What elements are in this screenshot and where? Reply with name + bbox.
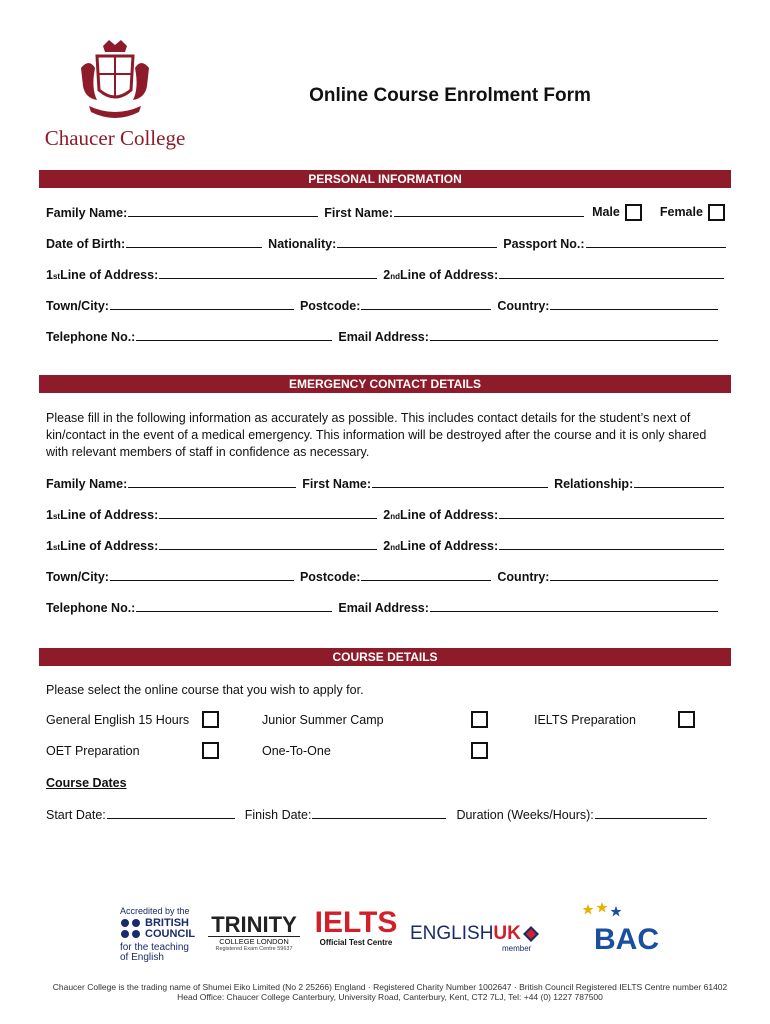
- ielts-name: IELTS: [314, 906, 398, 939]
- start-date-label: Start Date:: [46, 808, 106, 822]
- emg-first-name-label: First Name:: [302, 477, 372, 491]
- email-input[interactable]: [430, 328, 718, 341]
- female-label: Female: [659, 205, 703, 219]
- bac-name: BAC: [594, 923, 659, 956]
- nationality-input[interactable]: [337, 235, 497, 248]
- emg-addr1b-label: Line of Address:: [60, 539, 159, 553]
- finish-date-label: Finish Date:: [244, 808, 312, 822]
- personal-row-names: [46, 203, 736, 221]
- option-ielts-preparation-label: IELTS Preparation: [534, 713, 636, 727]
- trinity-sub: COLLEGE LONDON: [208, 936, 300, 946]
- postcode-input[interactable]: [361, 297, 491, 310]
- dob-label: Date of Birth:: [46, 237, 126, 251]
- option-ielts-preparation-checkbox[interactable]: [678, 711, 695, 728]
- section-emergency-contact: EMERGENCY CONTACT DETAILS: [39, 375, 731, 393]
- personal-row-address: 1 st Line of Address: 2 nd Line of Address:: [46, 265, 736, 283]
- course-dates-row: [46, 805, 736, 823]
- town-label: Town/City:: [46, 299, 109, 313]
- female-checkbox[interactable]: [708, 204, 725, 221]
- emg-addr2b-label: Line of Address:: [399, 539, 499, 553]
- trinity-logo: [208, 914, 300, 952]
- passport-input[interactable]: [586, 235, 726, 248]
- addr1-label: Line of Address:: [60, 268, 159, 282]
- option-junior-summer-camp-checkbox[interactable]: [471, 711, 488, 728]
- finish-date-input[interactable]: [312, 806, 446, 819]
- nationality-label: Nationality:: [268, 237, 337, 251]
- personal-row-town: [46, 296, 736, 314]
- family-name-label: Family Name:: [46, 206, 128, 220]
- start-date-input[interactable]: [107, 806, 235, 819]
- addr2-label: Line of Address:: [399, 268, 499, 282]
- emg-addr2-input[interactable]: [499, 506, 724, 519]
- family-name-input[interactable]: [128, 204, 318, 217]
- emg-first-name-input[interactable]: [372, 475, 548, 488]
- bac-logo: [582, 902, 672, 955]
- emg-postcode-input[interactable]: [361, 568, 491, 581]
- first-name-label: First Name:: [324, 206, 394, 220]
- page-title: Online Course Enrolment Form: [309, 85, 591, 106]
- englishuk-flag-icon: [523, 926, 539, 942]
- addr1-input[interactable]: [159, 266, 377, 279]
- emg-town-input[interactable]: [110, 568, 294, 581]
- bc-teaching-text: for the teaching of English: [120, 942, 189, 963]
- emg-family-name-input[interactable]: [128, 475, 296, 488]
- college-name: Chaucer College: [44, 126, 186, 150]
- emg-relationship-input[interactable]: [634, 475, 724, 488]
- telephone-label: Telephone No.:: [46, 330, 136, 344]
- telephone-input[interactable]: [136, 328, 332, 341]
- duration-label: Duration (Weeks/Hours):: [456, 808, 594, 822]
- bc-accredited-text: Accredited by the: [120, 906, 190, 916]
- addr1-label-num: 1: [46, 268, 53, 282]
- passport-label: Passport No.:: [503, 237, 585, 251]
- duration-input[interactable]: [595, 806, 707, 819]
- emg-telephone-label: Telephone No.:: [46, 601, 136, 615]
- englishuk-member: member: [502, 944, 532, 953]
- section-course-details: COURSE DETAILS: [39, 648, 731, 666]
- ielts-sub: Official Test Centre: [319, 938, 393, 947]
- country-label: Country:: [497, 299, 550, 313]
- bc-name-line1: BRITISH: [145, 917, 189, 929]
- englishuk-text-a: ENGLISH: [410, 923, 494, 944]
- bac-stars-icon: [582, 902, 622, 920]
- emg-addr1-input[interactable]: [159, 506, 377, 519]
- addr2-input[interactable]: [499, 266, 724, 279]
- option-general-english-label: General English 15 Hours: [46, 713, 190, 727]
- emg-family-name-label: Family Name:: [46, 477, 128, 491]
- first-name-field[interactable]: [324, 204, 584, 220]
- emergency-row-contact: [46, 598, 736, 616]
- option-oet-preparation-checkbox[interactable]: [202, 742, 219, 759]
- accreditation-logos: [110, 900, 690, 975]
- emergency-intro: Please fill in the following information as accurately as possible. This includes contact details for the student’s next of kin/contact in the event of a medical emergency. This information will be destroyed after the course and it is only shared with relevant members of staff in confidence as necessary.: [46, 411, 707, 459]
- emg-addr2-label: Line of Address:: [399, 508, 499, 522]
- ielts-logo: [308, 908, 404, 947]
- emergency-row-names: [46, 474, 736, 492]
- british-council-dots-icon: [120, 918, 142, 940]
- emergency-row-town: [46, 567, 736, 585]
- male-checkbox[interactable]: [625, 204, 642, 221]
- emg-email-input[interactable]: [430, 599, 718, 612]
- emg-town-label: Town/City:: [46, 570, 109, 584]
- trinity-note: Registered Exam Centre 59637: [215, 946, 293, 952]
- emg-addr1b-input[interactable]: [159, 537, 377, 550]
- emg-addr2b-num: 2: [383, 539, 391, 553]
- option-junior-summer-camp-label: Junior Summer Camp: [262, 713, 384, 727]
- footer-line2: Head Office: Chaucer College Canterbury, University Road, Canterbury, Kent, CT2 7LJ, Tel: +44 (0) 1227 787500: [177, 992, 603, 1002]
- male-label: Male: [592, 205, 620, 219]
- emg-addr1-label: Line of Address:: [60, 508, 159, 522]
- personal-row-dob: [46, 234, 736, 252]
- country-input[interactable]: [550, 297, 718, 310]
- option-one-to-one-checkbox[interactable]: [471, 742, 488, 759]
- personal-row-contact: [46, 327, 736, 345]
- emg-addr1b-num: 1: [46, 539, 53, 553]
- addr2-label-num: 2: [383, 268, 391, 282]
- postcode-label: Postcode:: [299, 299, 361, 313]
- british-council-logo: [120, 906, 205, 963]
- emg-addr2-num: 2: [383, 508, 391, 522]
- email-label: Email Address:: [338, 330, 429, 344]
- emg-postcode-label: Postcode:: [299, 570, 361, 584]
- footer-legal-text: [40, 982, 740, 1002]
- dob-input[interactable]: [126, 235, 262, 248]
- option-general-english-checkbox[interactable]: [202, 711, 219, 728]
- emg-country-input[interactable]: [550, 568, 718, 581]
- option-oet-preparation-label: OET Preparation: [46, 744, 140, 758]
- footer-line1: Chaucer College is the trading name of Shumei Eiko Limited (No 2 25266) England · Registered Charity Number 1002647 · British Council Registered IELTS Centre number 61402: [52, 982, 728, 992]
- town-input[interactable]: [110, 297, 294, 310]
- section-personal-information: PERSONAL INFORMATION: [39, 170, 731, 188]
- college-crest-icon: [75, 38, 155, 130]
- option-one-to-one-label: One-To-One: [262, 744, 331, 758]
- emg-relationship-label: Relationship:: [554, 477, 634, 491]
- emg-telephone-input[interactable]: [136, 599, 332, 612]
- emergency-row-address-2: 1 st Line of Address: 2 nd Line of Address:: [46, 536, 736, 554]
- course-dates-heading: Course Dates: [46, 776, 127, 790]
- emg-addr1-num: 1: [46, 508, 53, 522]
- englishuk-text-b: UK: [493, 923, 521, 944]
- english-uk-logo: [410, 924, 580, 953]
- bc-name-line2: COUNCIL: [145, 928, 196, 940]
- first-name-input[interactable]: [394, 204, 584, 217]
- family-name-field[interactable]: [46, 204, 318, 220]
- emg-country-label: Country:: [497, 570, 550, 584]
- course-intro: Please select the online course that you wish to apply for.: [46, 683, 364, 697]
- emg-addr2b-input[interactable]: [499, 537, 724, 550]
- emg-email-label: Email Address:: [338, 601, 429, 615]
- emergency-row-address-1: 1 st Line of Address: 2 nd Line of Address:: [46, 505, 736, 523]
- trinity-name: TRINITY: [211, 912, 297, 937]
